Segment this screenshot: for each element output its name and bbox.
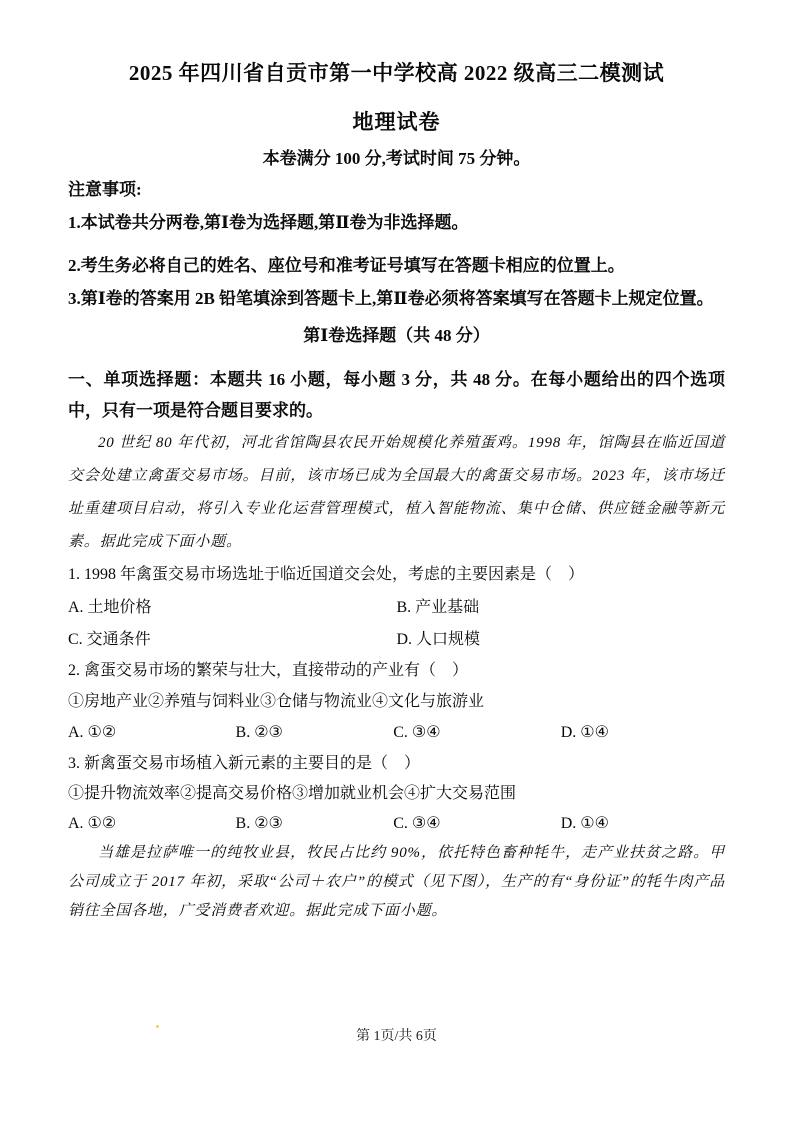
reading-passage-2: 当雄是拉萨唯一的纯牧业县，牧民占比约 90%，依托特色畜种牦牛，走产业扶贫之路。甲公司成立于 2017 年初，采取“公司＋农户”的模式（见下图），生产的有“身份证”的牦牛肉产品销往全国各地，广受消费者欢迎。据此完成下面小题。 xyxy=(68,845,725,919)
question-2-options xyxy=(68,723,725,743)
page-title: 2025 年四川省自贡市第一中学校高 2022 级高三二模测试 xyxy=(128,61,665,85)
page-number-indicator: 第 1页/共 6页 xyxy=(356,1029,437,1044)
question-1-option-d: D. 人口规模 xyxy=(396,631,481,648)
question-3-numbered-items: ①提升物流效率②提高交易价格③增加就业机会④扩大交易范围 xyxy=(68,785,517,802)
question-2-option-c: C. ③④ xyxy=(393,724,441,741)
question-2-option-b: B. ②③ xyxy=(235,724,283,741)
question-3-options xyxy=(68,814,725,834)
question-3-stem: 3. 新禽蛋交易市场植入新元素的主要目的是（ ） xyxy=(68,755,421,772)
question-1-option-a: A. 土地价格 xyxy=(68,599,152,616)
question-1-stem: 1. 1998 年禽蛋交易市场选址于临近国道交会处，考虑的主要因素是（ ） xyxy=(68,566,585,583)
question-3-option-b: B. ②③ xyxy=(235,815,283,832)
question-2-stem: 2. 禽蛋交易市场的繁荣与壮大，直接带动的产业有（ ） xyxy=(68,662,469,679)
notice-item-3: 3.第Ⅰ卷的答案用 2B 铅笔填涂到答题卡上,第Ⅱ卷必须将答案填写在答题卡上规定位置。 xyxy=(68,289,714,308)
section1-heading: 第Ⅰ卷选择题（共 48 分） xyxy=(303,326,490,345)
question-3-option-c: C. ③④ xyxy=(393,815,441,832)
exam-info-line: 本卷满分 100 分,考试时间 75 分钟。 xyxy=(262,149,531,168)
question-1-option-c: C. 交通条件 xyxy=(68,631,151,648)
reading-passage-1: 20 世纪 80 年代初，河北省馆陶县农民开始规模化养殖蛋鸡。1998 年，馆陶县在临近国道交会处建立禽蛋交易市场。目前，该市场已成为全国最大的禽蛋交易市场。2023 年，该市场迁址重建项目启动，将引入专业化运营管理模式，植入智能物流、集中仓储、供应链金融等新元素。据此完成下面小题。 xyxy=(68,435,725,550)
question-2-numbered-items: ①房地产业②养殖与饲料业③仓储与物流业④文化与旅游业 xyxy=(68,693,485,710)
question-2-option-a: A. ①② xyxy=(68,724,117,741)
question-2-option-d: D. ①④ xyxy=(560,724,609,741)
question-1-options xyxy=(68,598,725,650)
question-3-option-a: A. ①② xyxy=(68,815,117,832)
notice-item-2: 2.考生务必将自己的姓名、座位号和准考证号填写在答题卡相应的位置上。 xyxy=(68,256,625,275)
question-3-option-d: D. ①④ xyxy=(560,815,609,832)
section1-instructions: 一、单项选择题：本题共 16 小题，每小题 3 分，共 48 分。在每小题给出的四个选项中，只有一项是符合题目要求的。 xyxy=(68,370,725,420)
notice-item-1: 1.本试卷共分两卷,第Ⅰ卷为选择题,第Ⅱ卷为非选择题。 xyxy=(68,213,469,232)
question-1-option-b: B. 产业基础 xyxy=(396,599,480,616)
page-subtitle: 地理试卷 xyxy=(352,110,441,134)
notices-heading: 注意事项: xyxy=(68,180,142,199)
